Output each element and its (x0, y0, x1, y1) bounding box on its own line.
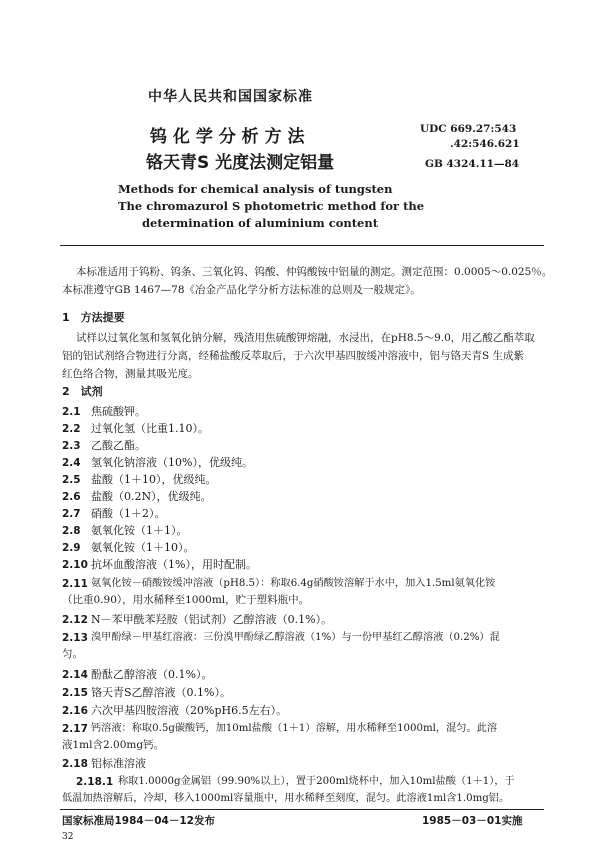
gb-code: GB 4324.11—84 (425, 158, 520, 170)
section-2-heading: 2 试剂 (62, 385, 103, 398)
item-text: 盐酸（0.2N），优级纯。 (91, 490, 212, 503)
section-1-body-line3: 红色络合物，测量其吸光度。 (62, 368, 199, 380)
header-divider (60, 245, 544, 246)
effective-date: 1985－03－01实施 (422, 815, 523, 827)
item-text: 铝标准溶液 (91, 757, 146, 770)
item-number: 2.14 (62, 669, 88, 681)
item-text: 盐酸（1＋10），优级纯。 (91, 473, 217, 486)
item-number: 2.3 (62, 440, 81, 452)
item-number: 2.13 (62, 632, 88, 644)
page-number: 32 (62, 832, 74, 842)
item-number: 2.7 (62, 508, 81, 520)
section-1-heading: 1 方法提要 (62, 311, 125, 324)
item-text: 过氧化氢（比重1.10）。 (91, 422, 209, 435)
item-text: 酚酞乙醇溶液（0.1%）。 (91, 668, 213, 681)
reference-statement: 本标准遵守GB 1467—78《冶金产品化学分析方法标准的总则及一般规定》。 (62, 284, 421, 296)
item-number: 2.17 (62, 723, 88, 735)
english-title-line1: Methods for chemical analysis of tungsten (118, 182, 393, 196)
item-text: 硝酸（1＋2）。 (91, 507, 166, 520)
item-number: 2.2 (62, 423, 81, 435)
item-number: 2.12 (62, 614, 88, 626)
item-2-17-continued: 液1ml含2.00mg钙。 (62, 739, 165, 751)
item-text: N－苯甲酰苯羟胺（铝试剂）乙醇溶液（0.1%）。 (91, 613, 333, 626)
english-title-line2: The chromazurol S photometric method for the (118, 199, 425, 213)
item-2-11-continued: （比重0.90），用水稀释至1000ml，贮于塑料瓶中。 (62, 594, 310, 606)
english-title-line3: determination of aluminium content (142, 216, 379, 230)
national-standard-title: 中华人民共和国国家标准 (148, 89, 313, 105)
item-number: 2.18.1 (76, 776, 114, 788)
item-number: 2.4 (62, 457, 81, 469)
item-text: 称取1.0000g金属铝（99.90%以上），置于200ml烧杯中，加入10ml盐酸（1＋1），于 (118, 776, 515, 787)
item-text: 乙酸乙酯。 (91, 439, 146, 452)
item-number: 2.6 (62, 491, 81, 503)
item-number: 2.5 (62, 474, 81, 486)
scope-statement: 本标准适用于钨粉、钨条、三氧化钨、钨酸、仲钨酸铵中铝量的测定。测定范围：0.0005～0.025％。 (76, 266, 553, 278)
item-number: 2.1 (62, 406, 81, 418)
footer-divider (60, 809, 544, 810)
item-2-18-1-continued: 低温加热溶解后，冷却，移入1000ml容量瓶中，用水稀释至刻度，混匀。此溶液1ml含1.0mg铝。 (62, 793, 510, 804)
item-text: 六次甲基四胺溶液（20%pH6.5左右）。 (91, 704, 288, 717)
item-text: 钙溶液：称取0.5g碳酸钙，加10ml盐酸（1＋1）溶解，用水稀释至1000ml，混匀。此溶 (91, 723, 498, 734)
issue-date: 国家标准局1984－04－12发布 (62, 815, 215, 827)
item-number: 2.10 (62, 559, 88, 571)
item-2-13-continued: 匀。 (62, 648, 83, 660)
item-number: 2.8 (62, 525, 81, 537)
document-title-line2: 铬天青S 光度法测定铝量 (146, 153, 335, 173)
udc-code-line2: .42:546.621 (450, 138, 520, 150)
item-text: 铬天青S乙醇溶液（0.1%）。 (91, 686, 231, 699)
item-text: 溴甲酚绿－甲基红溶液：三份溴甲酚绿乙醇溶液（1%）与一份甲基红乙醇溶液（0.2%）混 (91, 632, 500, 643)
item-number: 2.16 (62, 705, 88, 717)
section-1-body-line1: 试样以过氧化氢和氢氧化钠分解，残渣用焦硫酸钾熔融，水浸出，在pH8.5～9.0，用乙酸乙酯萃取 (76, 332, 535, 344)
item-number: 2.15 (62, 687, 88, 699)
udc-code-line1: UDC 669.27:543 (420, 123, 517, 135)
item-text: 氨氧化铵（1＋1）。 (91, 524, 188, 537)
document-title-line1: 钨 化 学 分 析 方 法 (150, 127, 305, 147)
item-number: 2.18 (62, 758, 88, 770)
item-text: 焦硫酸钾。 (91, 405, 146, 418)
item-number: 2.11 (62, 578, 88, 590)
item-text: 抗坏血酸溶液（1%），用时配制。 (91, 558, 257, 571)
item-text: 氢氧化钠溶液（10%），优级纯。 (91, 456, 253, 469)
item-text: 氨氧化铵－硝酸铵缓冲溶液（pH8.5）：称取6.4g硝酸铵溶解于水中，加入1.5ml氨氧化铵 (91, 578, 496, 589)
section-1-body-line2: 铝的铝试剂络合物进行分离，经稀盐酸反萃取后，于六次甲基四胺缓冲溶液中，铝与铬天青S 生成紫 (62, 350, 525, 362)
item-text: 氨氧化铵（1＋10）。 (91, 541, 195, 554)
item-number: 2.9 (62, 542, 81, 554)
